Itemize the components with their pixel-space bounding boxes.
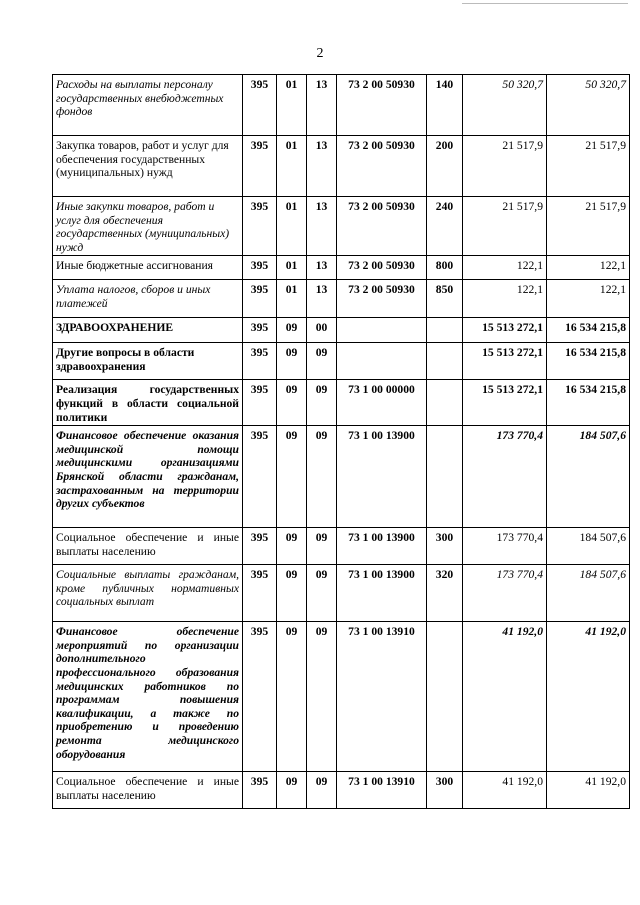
vr-code: 140 [427,75,463,136]
rz-code: 09 [277,528,307,565]
table-row [53,136,630,197]
vr-code [427,380,463,426]
vr-code: 300 [427,528,463,565]
rz-code: 01 [277,256,307,280]
row-name: Социальные выплаты гражданам, кроме публичных нормативных социальных выплат [53,565,243,622]
row-name: Финансовое обеспечение оказания медицинской помощи медицинскими организациями Брянской области гражданам, застрахованным на территории других субъектов [53,426,243,528]
rz-code: 01 [277,75,307,136]
table-row [53,280,630,318]
sum-year-1: 173 770,4 [463,565,547,622]
top-rule [462,3,628,4]
grbs-code: 395 [243,380,277,426]
table-row [53,380,630,426]
rz-code: 09 [277,772,307,809]
sum-year-1: 21 517,9 [463,136,547,197]
sum-year-1: 122,1 [463,256,547,280]
sum-year-1: 21 517,9 [463,197,547,256]
table-row [53,256,630,280]
grbs-code: 395 [243,426,277,528]
row-name: Реализация государственных функций в области социальной политики [53,380,243,426]
table-row [53,565,630,622]
sum-year-2: 184 507,6 [547,565,630,622]
rz-code: 09 [277,622,307,772]
vr-code [427,318,463,343]
sum-year-2: 184 507,6 [547,426,630,528]
pr-code: 09 [307,622,337,772]
vr-code [427,343,463,380]
rz-code: 09 [277,426,307,528]
row-name: Иные бюджетные ассигнования [53,256,243,280]
grbs-code: 395 [243,75,277,136]
pr-code: 09 [307,343,337,380]
csr-code: 73 1 00 00000 [337,380,427,426]
grbs-code: 395 [243,565,277,622]
sum-year-1: 50 320,7 [463,75,547,136]
grbs-code: 395 [243,280,277,318]
vr-code: 850 [427,280,463,318]
csr-code: 73 1 00 13900 [337,528,427,565]
pr-code: 13 [307,256,337,280]
vr-code: 320 [427,565,463,622]
row-name: ЗДРАВООХРАНЕНИЕ [53,318,243,343]
sum-year-1: 15 513 272,1 [463,380,547,426]
grbs-code: 395 [243,197,277,256]
rz-code: 01 [277,136,307,197]
row-name: Расходы на выплаты персоналу государственных внебюджетных фондов [53,75,243,136]
table-row [53,528,630,565]
row-name: Закупка товаров, работ и услуг для обеспечения государственных (муниципальных) нужд [53,136,243,197]
pr-code: 09 [307,528,337,565]
vr-code [427,426,463,528]
pr-code: 09 [307,380,337,426]
pr-code: 13 [307,280,337,318]
row-name: Социальное обеспечение и иные выплаты населению [53,528,243,565]
csr-code: 73 2 00 50930 [337,256,427,280]
pr-code: 13 [307,136,337,197]
pr-code: 09 [307,565,337,622]
vr-code: 200 [427,136,463,197]
row-name: Уплата налогов, сборов и иных платежей [53,280,243,318]
table-row [53,75,630,136]
table-row [53,622,630,772]
grbs-code: 395 [243,256,277,280]
table-row [53,772,630,809]
rz-code: 09 [277,318,307,343]
csr-code [337,318,427,343]
grbs-code: 395 [243,136,277,197]
sum-year-1: 173 770,4 [463,426,547,528]
sum-year-1: 41 192,0 [463,622,547,772]
csr-code: 73 1 00 13900 [337,426,427,528]
row-name: Иные закупки товаров, работ и услуг для обеспечения государственных (муниципальных) нужд [53,197,243,256]
sum-year-1: 15 513 272,1 [463,343,547,380]
sum-year-2: 16 534 215,8 [547,343,630,380]
csr-code: 73 2 00 50930 [337,197,427,256]
csr-code [337,343,427,380]
rz-code: 09 [277,565,307,622]
row-name: Финансовое обеспечение мероприятий по организации дополнительного профессионального образования медицинских работников по программам повышения квалификации, а также по приобретению и проведению ремонта медицинского оборудования [53,622,243,772]
row-name: Другие вопросы в области здравоохранения [53,343,243,380]
vr-code: 800 [427,256,463,280]
pr-code: 13 [307,75,337,136]
csr-code: 73 2 00 50930 [337,75,427,136]
sum-year-1: 122,1 [463,280,547,318]
csr-code: 73 1 00 13910 [337,622,427,772]
sum-year-2: 122,1 [547,280,630,318]
rz-code: 09 [277,343,307,380]
rz-code: 01 [277,197,307,256]
rz-code: 09 [277,380,307,426]
table-row [53,343,630,380]
sum-year-1: 41 192,0 [463,772,547,809]
sum-year-2: 21 517,9 [547,136,630,197]
vr-code [427,622,463,772]
sum-year-2: 41 192,0 [547,772,630,809]
sum-year-2: 50 320,7 [547,75,630,136]
table-body [53,75,630,809]
sum-year-1: 15 513 272,1 [463,318,547,343]
csr-code: 73 2 00 50930 [337,136,427,197]
pr-code: 00 [307,318,337,343]
sum-year-2: 41 192,0 [547,622,630,772]
row-name: Социальное обеспечение и иные выплаты населению [53,772,243,809]
table-row [53,318,630,343]
csr-code: 73 2 00 50930 [337,280,427,318]
grbs-code: 395 [243,318,277,343]
grbs-code: 395 [243,772,277,809]
sum-year-2: 16 534 215,8 [547,318,630,343]
sum-year-1: 173 770,4 [463,528,547,565]
grbs-code: 395 [243,528,277,565]
vr-code: 300 [427,772,463,809]
rz-code: 01 [277,280,307,318]
csr-code: 73 1 00 13900 [337,565,427,622]
pr-code: 09 [307,772,337,809]
grbs-code: 395 [243,622,277,772]
grbs-code: 395 [243,343,277,380]
table-row [53,426,630,528]
csr-code: 73 1 00 13910 [337,772,427,809]
sum-year-2: 122,1 [547,256,630,280]
pr-code: 13 [307,197,337,256]
sum-year-2: 16 534 215,8 [547,380,630,426]
pr-code: 09 [307,426,337,528]
vr-code: 240 [427,197,463,256]
sum-year-2: 21 517,9 [547,197,630,256]
table-row [53,197,630,256]
budget-table [52,74,630,809]
sum-year-2: 184 507,6 [547,528,630,565]
page-number: 2 [316,46,324,61]
